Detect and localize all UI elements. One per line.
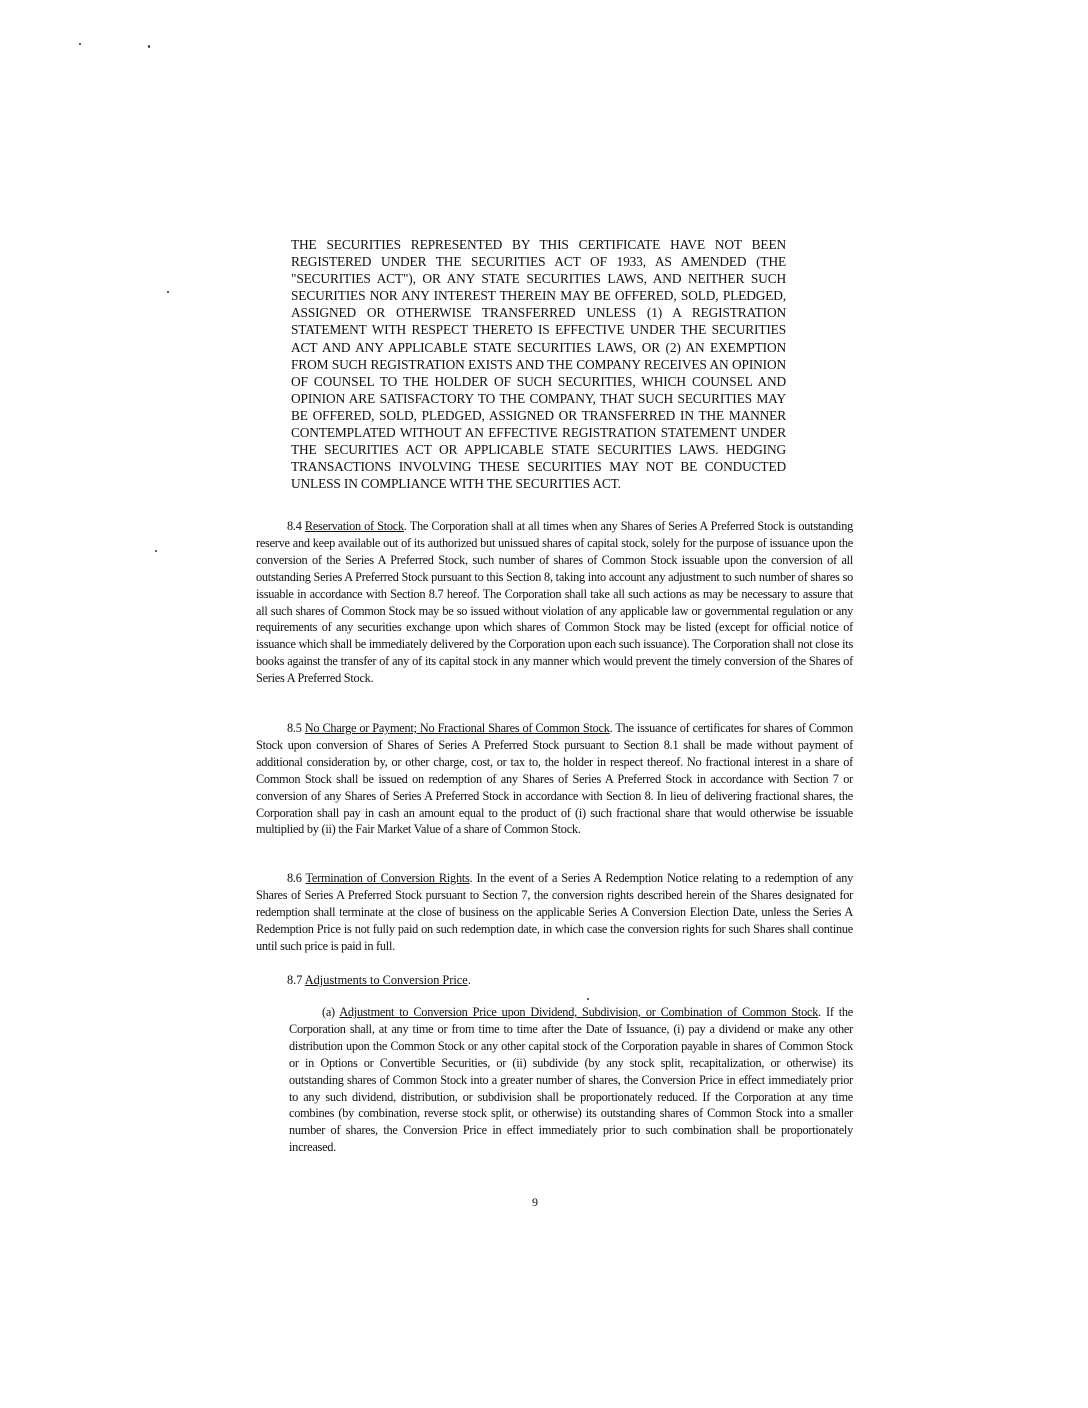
section-8-6 <box>256 870 853 955</box>
scan-speck <box>79 43 81 45</box>
securities-legend: THE SECURITIES REPRESENTED BY THIS CERTIFICATE HAVE NOT BEEN REGISTERED UNDER THE SECURITIES ACT OF 1933, AS AMENDED (THE "SECURITIES ACT"), OR ANY STATE SECURITIES LAWS, AND NEITHER SUCH SECURITIES NOR ANY INTEREST THEREIN MAY BE OFFERED, SOLD, PLEDGED, ASSIGNED OR OTHERWISE TRANSFERRED UNLESS (1) A REGISTRATION STATEMENT WITH RESPECT THERETO IS EFFECTIVE UNDER THE SECURITIES ACT AND ANY APPLICABLE STATE SECURITIES LAWS, OR (2) AN EXEMPTION FROM SUCH REGISTRATION EXISTS AND THE COMPANY RECEIVES AN OPINION OF COUNSEL TO THE HOLDER OF SUCH SECURITIES, WHICH COUNSEL AND OPINION ARE SATISFACTORY TO THE COMPANY, THAT SUCH SECURITIES MAY BE OFFERED, SOLD, PLEDGED, ASSIGNED OR TRANSFERRED IN THE MANNER CONTEMPLATED WITHOUT AN EFFECTIVE REGISTRATION STATEMENT UNDER THE SECURITIES ACT OR APPLICABLE STATE SECURITIES LAWS. HEDGING TRANSACTIONS INVOLVING THESE SECURITIES MAY NOT BE CONDUCTED UNLESS IN COMPLIANCE WITH THE SECURITIES ACT. <box>291 237 786 492</box>
subsection-label: (a) <box>322 1005 335 1019</box>
section-title: Reservation of Stock <box>304 519 404 533</box>
section-title: Adjustments to Conversion Price <box>304 973 468 987</box>
subsection-title: Adjustment to Conversion Price upon Dividend, Subdivision, or Combination of Common Stock <box>339 1005 819 1019</box>
section-body: . <box>467 973 471 987</box>
section-title: No Charge or Payment; No Fractional Shares of Common Stock <box>304 721 610 735</box>
subsection-body: . If the Corporation shall, at any time or from time to time after the Date of Issuance, (i) pay a dividend or make any other distribution upon the Common Stock or any other capital stock of the Corporation payable in shares of Common Stock or in Options or Convertible Securities, or (ii) subdivide (by any stock split, recapitalization, or otherwise) its outstanding shares of Common Stock into a greater number of shares, the Conversion Price in effect immediately prior to any such dividend, distribution, or subdivision shall be proportionately reduced. If the Corporation at any time combines (by combination, reverse stock split, or otherwise) its outstanding shares of Common Stock into a smaller number of shares, the Conversion Price in effect immediately prior to such combination shall be proportionately increased. <box>289 1005 853 1155</box>
section-body: . In the event of a Series A Redemption Notice relating to a redemption of any Shares of Series A Preferred Stock pursuant to Section 7, the conversion rights described herein of the Shares designated for redemption shall terminate at the close of business on the applicable Series A Conversion Election Date, unless the Series A Redemption Price is not fully paid on such redemption date, in which case the conversion rights for such Shares shall continue until such price is paid in full. <box>256 871 853 953</box>
section-number: 8.4 <box>287 519 302 533</box>
section-number: 8.7 <box>287 973 303 987</box>
section-8-7 <box>287 972 471 989</box>
section-8-5 <box>256 720 853 838</box>
scan-speck <box>587 998 589 1000</box>
scan-speck <box>167 291 169 293</box>
section-number: 8.5 <box>287 721 302 735</box>
section-number: 8.6 <box>287 871 302 885</box>
section-8-7-a <box>289 1004 853 1156</box>
section-body: . The Corporation shall at all times when any Shares of Series A Preferred Stock is outstanding reserve and keep available out of its authorized but unissued shares of capital stock, solely for the purpose of issuance upon the conversion of the Series A Preferred Stock, such number of shares of Common Stock issuable upon the conversion of all outstanding Series A Preferred Stock pursuant to this Section 8, taking into account any adjustment to such number of shares so issuable in accordance with Section 8.7 hereof. The Corporation shall take all such actions as may be necessary to assure that all such shares of Common Stock may be so issued without violation of any applicable law or governmental regulation or any requirements of any securities exchange upon which shares of Common Stock may be listed (except for official notice of issuance which shall be immediately delivered by the Corporation upon each such issuance). The Corporation shall not close its books against the transfer of any of its capital stock in any manner which would prevent the timely conversion of the Shares of Series A Preferred Stock. <box>256 519 853 686</box>
scan-speck <box>148 45 150 48</box>
scan-speck <box>155 550 157 552</box>
section-body: . The issuance of certificates for shares of Common Stock upon conversion of Shares of Series A Preferred Stock pursuant to Section 8.1 shall be made without payment of additional consideration by, or other charge, cost, or tax to, the holder in respect thereof. No fractional interest in a share of Common Stock shall be issued on redemption of any Shares of Series A Preferred Stock in accordance with Section 7 or conversion of any Shares of Series A Preferred Stock in accordance with Section 8. In lieu of delivering fractional shares, the Corporation shall pay in cash an amount equal to the product of (i) such fractional share that would otherwise be issuable multiplied by (ii) the Fair Market Value of a share of Common Stock. <box>256 721 853 837</box>
page-number: 9 <box>532 1195 538 1209</box>
section-title: Termination of Conversion Rights <box>305 871 470 885</box>
section-8-4 <box>256 518 853 687</box>
